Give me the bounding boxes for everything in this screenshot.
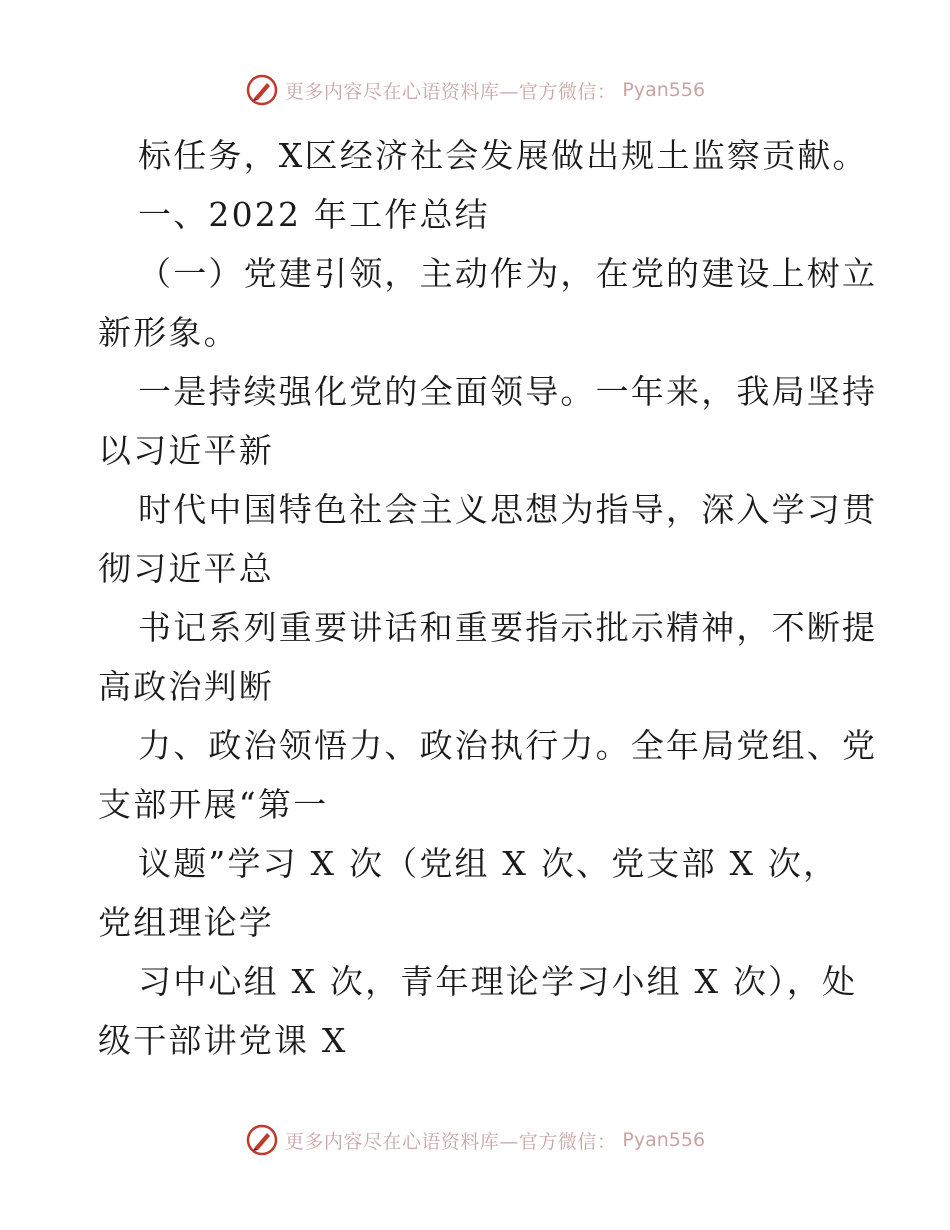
text-line: 级干部讲党课 X	[98, 1021, 348, 1060]
text-line: 党组理论学	[98, 903, 274, 942]
text-line: 标任务，X区经济社会发展做出规土监察贡献。	[138, 136, 868, 175]
document-body	[98, 126, 878, 1070]
text-line: 时代中国特色社会主义思想为指导，深入学习贯	[138, 490, 878, 529]
subsection-heading: （一）党建引领，主动作为，在党的建设上树立	[138, 254, 878, 293]
text-line: 高政治判断	[98, 667, 274, 706]
pen-logo-icon	[245, 73, 279, 107]
watermark-wechat-id: Pyan556	[622, 79, 706, 101]
text-line: 支部开展“第一	[98, 785, 329, 824]
text-line: 习中心组 X 次，青年理论学习小组 X 次），处	[138, 962, 858, 1001]
text-line: 书记系列重要讲话和重要指示批示精神，不断提	[138, 608, 878, 647]
text-line: 一是持续强化党的全面领导。一年来，我局坚持	[138, 372, 878, 411]
subsection-heading-cont: 新形象。	[98, 313, 239, 352]
text-line: 力、政治领悟力、政治执行力。全年局党组、党	[138, 726, 878, 765]
text-line: 彻习近平总	[98, 549, 274, 588]
watermark-text: 更多内容尽在心语资料库—官方微信：	[284, 80, 617, 103]
watermark-text: 更多内容尽在心语资料库—官方微信：	[284, 1130, 617, 1153]
text-line: 议题”学习 X 次（党组 X 次、党支部 X 次，	[138, 844, 839, 883]
text-line: 以习近平新	[98, 431, 274, 470]
pen-logo-icon	[245, 1123, 279, 1157]
section-heading: 一、2022 年工作总结	[138, 195, 490, 234]
watermark-wechat-id: Pyan556	[622, 1129, 706, 1151]
header-watermark	[0, 70, 950, 110]
footer-watermark	[0, 1120, 950, 1160]
